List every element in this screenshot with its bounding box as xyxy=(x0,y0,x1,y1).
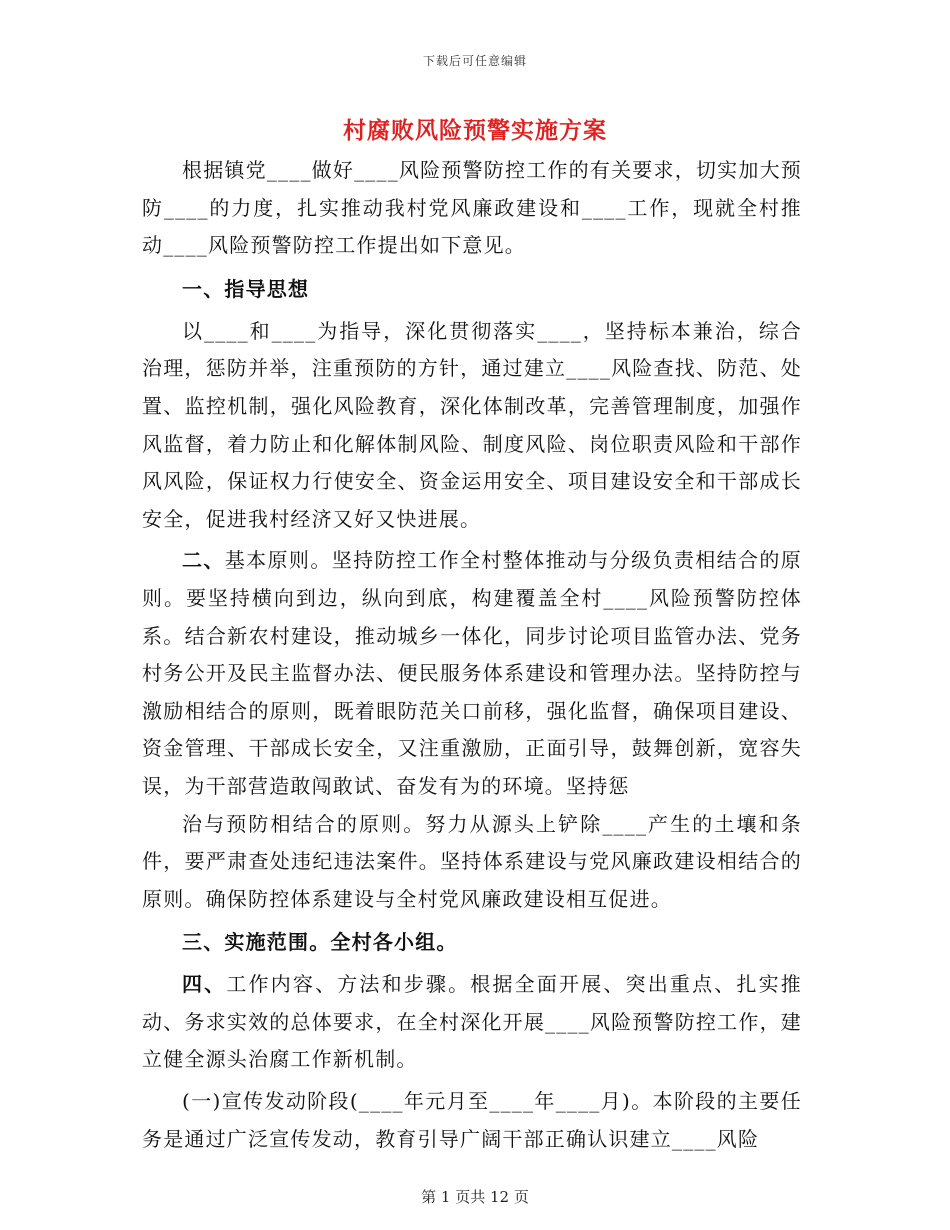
section2-text: 基本原则。坚持防控工作全村整体推动与分级负责相结合的原则。要坚持横向到边，纵向到底，构建覆盖全村____风险预警防控体系。结合新农村建设，推动城乡一体化，同步讨论项目监管办法、党务村务公开及民主监督办法、便民服务体系建设和管理办法。坚持防控与激励相结合的原则，既着眼防范关口前移，强化监督，确保项目建设、资金管理、干部成长安全，又注重激励，正面引导，鼓舞创新，宽容失误，为干部营造敢闯敢试、奋发有为的环境。坚持惩 xyxy=(142,548,802,798)
section3-heading: 三、实施范围。全村各小组。 xyxy=(182,930,458,955)
page-footer-info: 第 1 页共 12 页 xyxy=(421,1188,529,1206)
section4-paragraph xyxy=(142,966,802,1079)
page-header-note: 下载后可任意编辑 xyxy=(422,54,527,68)
section1-paragraph: 以____和____为指导，深化贯彻落实____，坚持标本兼治，综合治理，惩防并举，注重预防的方针，通过建立____风险查找、防范、处置、监控机制，强化风险教育，深化体制改革，完善管理制度，加强作风监督，着力防止和化解体制风险、制度风险、岗位职责风险和干部作风风险，保证权力行使安全、资金运用安全、项目建设安全和干部成长安全，促进我村经济又好又快进展。 xyxy=(142,318,802,531)
section2-continued-paragraph: 治与预防相结合的原则。努力从源头上铲除____产生的土壤和条件，要严肃查处违纪违法案件。坚持体系建设与党风廉政建设相结合的原则。确保防控体系建设与全村党风廉政建设相互促进。 xyxy=(142,811,802,911)
document-title: 村腐败风险预警实施方案 xyxy=(343,117,607,144)
subsection1-paragraph: (一)宣传发动阶段(____年元月至____年____月)。本阶段的主要任务是通过广泛宣传发动，教育引导广阔干部正确认识建立____风险 xyxy=(142,1089,802,1151)
section4-text: 工作内容、方法和步骤。根据全面开展、突出重点、扎实推动、务求实效的总体要求，在全村深化开展____风险预警防控工作，建立健全源头治腐工作新机制。 xyxy=(142,972,802,1072)
section2-label: 二、 xyxy=(182,548,225,573)
intro-paragraph: 根据镇党____做好____风险预警防控工作的有关要求，切实加大预防____的力度，扎实推动我村党风廉政建设和____工作，现就全村推动____风险预警防控工作提出如下意见。 xyxy=(142,158,802,258)
section4-label: 四、 xyxy=(182,972,227,997)
document-body xyxy=(142,152,802,1158)
section1-heading: 一、指导思想 xyxy=(182,276,310,301)
section2-paragraph xyxy=(142,542,802,805)
